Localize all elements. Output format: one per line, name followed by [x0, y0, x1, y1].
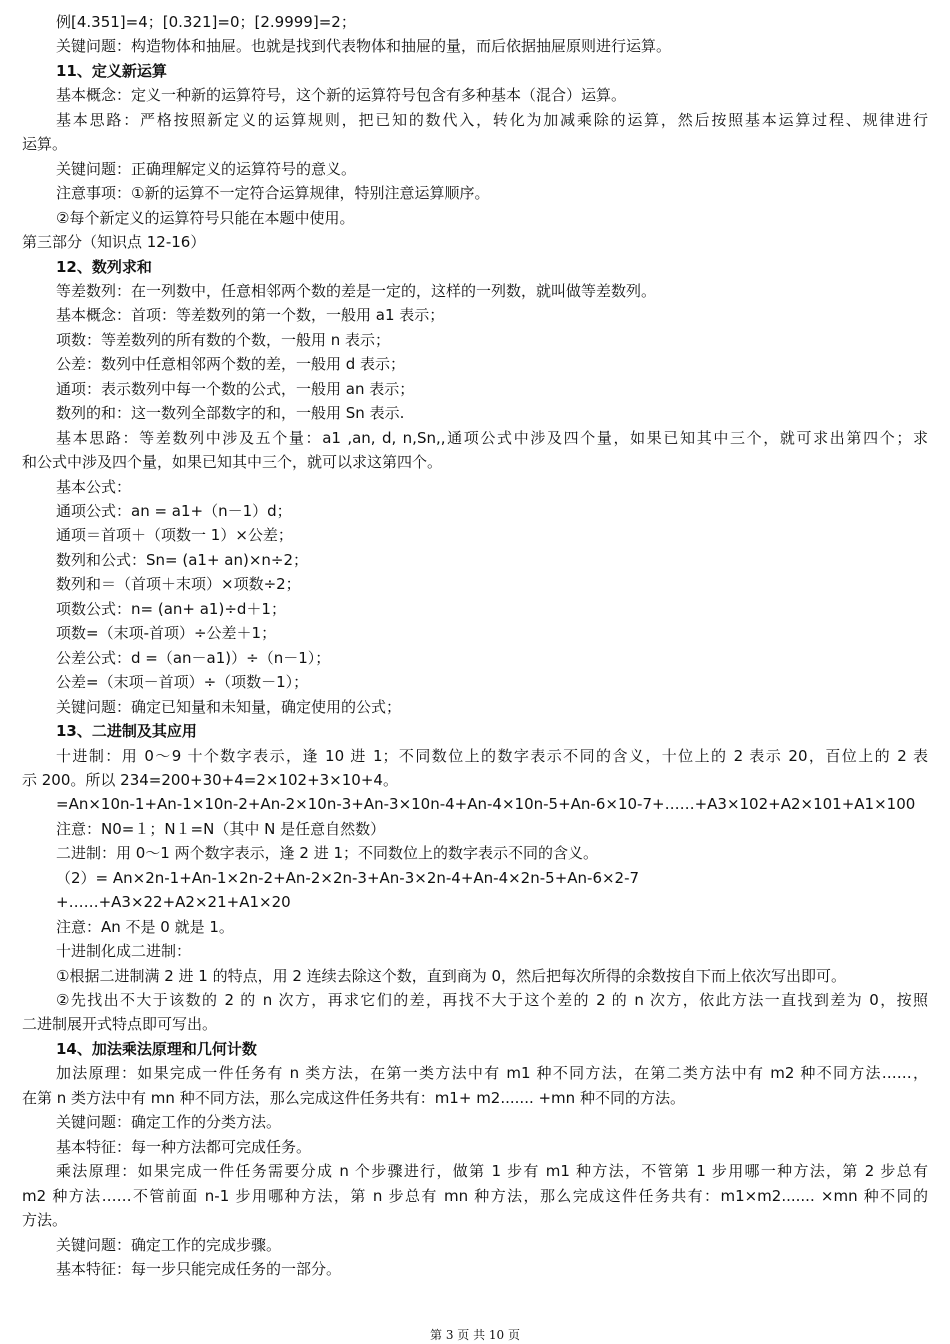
text-line: ①根据二进制满 2 进 1 的特点，用 2 连续去除这个数，直到商为 0，然后把每次所得的余数按自下而上依次写出即可。: [56, 966, 847, 985]
text-line: 十进制：用 0～9 十个数字表示，逢 10 进 1；不同数位上的数字表示不同的含义，十位上的 2 表示 20，百位上的 2 表: [56, 746, 928, 765]
text-line: 和公式中涉及四个量，如果已知其中三个，就可以求这第四个。: [22, 453, 443, 472]
text-line: 第三部分（知识点 12-16）: [22, 233, 206, 252]
text-line: 公差：数列中任意相邻两个数的差，一般用 d 表示；: [56, 355, 406, 374]
text-line: 注意：N0=１；N１=N（其中 N 是任意自然数）: [56, 819, 386, 838]
text-line: 通项公式：an = a1+（n－1）d；: [56, 502, 292, 520]
text-line: ②先找出不大于该数的 2 的 n 次方，再求它们的差，再找不大于这个差的 2 的 n 次方，依此方法一直找到差为 0，按照: [56, 991, 928, 1009]
text-line: =An×10n-1+An-1×10n-2+An-2×10n-3+An-3×10n-4+An-4×10n-5+An-6×10-7+……+A3×102+A2×101+A1×100: [56, 795, 916, 814]
text-line: 加法原理：如果完成一件任务有 n 类方法，在第一类方法中有 m1 种不同方法，在第二类方法中有 m2 种不同方法……，: [56, 1064, 928, 1083]
section-heading: 13、二进制及其应用: [56, 722, 197, 741]
text-line: 二进制：用 0～1 两个数字表示，逢 2 进 1；不同数位上的数字表示不同的含义。: [56, 844, 599, 863]
section-heading: 11、定义新运算: [56, 61, 167, 80]
text-line: 关键问题：正确理解定义的运算符号的意义。: [56, 159, 357, 178]
text-line: +……+A3×22+A2×21+A1×20: [56, 893, 291, 912]
text-line: 十进制化成二进制：: [56, 942, 192, 961]
text-line: 基本概念：定义一种新的运算符号，这个新的运算符号包含有多种基本（混合）运算。: [56, 86, 627, 105]
text-line: （2）= An×2n-1+An-1×2n-2+An-2×2n-3+An-3×2n-4+An-4×2n-5+An-6×2-7: [56, 868, 640, 887]
text-line: 项数=（末项-首项）÷公差＋1；: [56, 624, 277, 643]
text-line: 数列和＝（首项＋末项）×项数÷2；: [56, 575, 301, 594]
text-line: 基本特征：每一步只能完成任务的一部分。: [56, 1259, 342, 1278]
text-line: 等差数列：在一列数中，任意相邻两个数的差是一定的，这样的一列数，就叫做等差数列。: [56, 281, 657, 300]
text-line: 运算。: [22, 135, 68, 154]
text-line: 基本概念：首项：等差数列的第一个数，一般用 a1 表示；: [56, 306, 445, 325]
text-line: m2 种方法……不管前面 n-1 步用哪种方法，第 n 步总有 mn 种方法，那么完成这件任务共有：m1×m2....... ×mn 种不同的: [22, 1186, 928, 1205]
text-line: 例[4.351]=4；[0.321]=0；[2.9999]=2；: [56, 13, 356, 31]
text-line: 关键问题：确定已知量和未知量，确定使用的公式；: [56, 697, 402, 716]
text-line: 关键问题：构造物体和抽屉。也就是找到代表物体和抽屉的量，而后依据抽屉原则进行运算。: [56, 37, 672, 56]
text-line: 通项＝首项＋（项数一 1）×公差；: [56, 526, 293, 545]
text-line: 数列的和：这一数列全部数字的和，一般用 Sn 表示.: [56, 404, 405, 423]
text-line: 数列和公式：Sn= (a1+ an)×n÷2；: [56, 550, 309, 569]
text-line: 项数公式：n= (an+ a1)÷d＋1；: [56, 599, 286, 618]
text-line: 注意：An 不是 0 就是 1。: [56, 917, 234, 936]
text-line: 基本公式：: [56, 477, 132, 496]
text-line: 乘法原理：如果完成一件任务需要分成 n 个步骤进行，做第 1 步有 m1 种方法，不管第 1 步用哪一种方法，第 2 步总有: [56, 1162, 928, 1181]
text-line: 公差公式：d =（an－a1)）÷（n－1）；: [56, 648, 331, 667]
text-line: 基本思路：等差数列中涉及五个量：a1 ,an, d, n,Sn,,通项公式中涉及四个量，如果已知其中三个，就可求出第四个；求: [56, 428, 928, 447]
text-line: 基本思路：严格按照新定义的运算规则，把已知的数代入，转化为加减乘除的运算，然后按照基本运算过程、规律进行: [56, 110, 928, 129]
text-line: ②每个新定义的运算符号只能在本题中使用。: [56, 208, 355, 227]
text-line: 方法。: [22, 1211, 68, 1230]
text-line: 示 200。所以 234=200+30+4=2×102+3×10+4。: [22, 770, 398, 789]
text-line: 通项：表示数列中每一个数的公式，一般用 an 表示；: [56, 379, 415, 398]
text-line: 项数：等差数列的所有数的个数，一般用 n 表示；: [56, 330, 391, 349]
text-line: 二进制展开式特点即可写出。: [22, 1015, 218, 1034]
section-heading: 12、数列求和: [56, 257, 152, 276]
text-line: 关键问题：确定工作的完成步骤。: [56, 1235, 282, 1254]
section-heading: 14、加法乘法原理和几何计数: [56, 1039, 257, 1058]
text-line: 基本特征：每一种方法都可完成任务。: [56, 1137, 312, 1156]
text-line: 关键问题：确定工作的分类方法。: [56, 1113, 282, 1132]
text-line: 公差=（末项－首项）÷（项数－1）；: [56, 673, 309, 692]
text-line: 在第 n 类方法中有 mn 种不同方法，那么完成这件任务共有：m1+ m2....... +mn 种不同的方法。: [22, 1088, 685, 1107]
page-footer: 第 3 页 共 10 页: [430, 1328, 520, 1342]
text-line: 注意事项：①新的运算不一定符合运算规律，特别注意运算顺序。: [56, 184, 490, 203]
